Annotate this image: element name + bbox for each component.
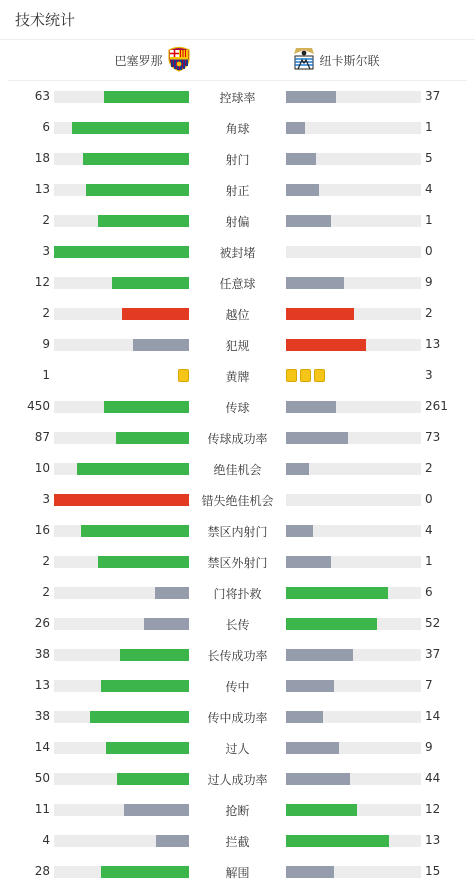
home-bar: [54, 680, 189, 692]
teams-header: [8, 40, 467, 81]
home-bar: [54, 91, 189, 103]
away-bar: [286, 835, 421, 847]
home-bar: [54, 525, 189, 537]
away-bar: [286, 711, 421, 723]
away-bar-fill: [286, 680, 334, 692]
away-value: 9: [425, 740, 433, 754]
away-bar: [286, 122, 421, 134]
home-bar: [54, 432, 189, 444]
stat-label: 传球: [225, 401, 250, 415]
stat-label: 控球率: [219, 91, 256, 105]
away-bar: [286, 184, 421, 196]
away-value: 0: [425, 244, 433, 258]
home-bar-fill: [117, 773, 189, 785]
away-bar-fill: [286, 463, 309, 475]
home-value: 38: [34, 709, 50, 723]
away-bar-fill: [286, 742, 339, 754]
away-bar: [286, 153, 421, 165]
away-value: 2: [425, 306, 433, 320]
barcelona-crest-icon: [167, 46, 191, 75]
home-bar-fill: [77, 463, 189, 475]
yellow-card-icon: [300, 369, 311, 382]
home-bar: [54, 587, 189, 599]
home-value: 13: [34, 182, 50, 196]
home-bar: [54, 711, 189, 723]
home-value: 2: [42, 306, 50, 320]
stat-label: 被封堵: [219, 246, 256, 260]
home-value: 6: [42, 120, 50, 134]
away-bar-fill: [286, 215, 331, 227]
stat-label: 角球: [225, 122, 250, 136]
away-bar: [286, 804, 421, 816]
stat-label: 传球成功率: [207, 432, 268, 446]
home-value: 3: [42, 492, 50, 506]
away-bar: [286, 277, 421, 289]
home-value: 2: [42, 213, 50, 227]
away-bar: [286, 773, 421, 785]
stat-label: 错失绝佳机会: [201, 494, 274, 508]
away-value: 37: [425, 647, 441, 661]
home-bar-fill: [90, 711, 189, 723]
stat-row: [0, 422, 475, 453]
away-value: 9: [425, 275, 433, 289]
away-value: 12: [425, 802, 441, 816]
home-value: 9: [42, 337, 50, 351]
stat-row: [0, 112, 475, 143]
home-bar-fill: [101, 866, 189, 878]
away-bar: [286, 742, 421, 754]
stats-list: [0, 81, 475, 887]
away-bar-fill: [286, 525, 313, 537]
stat-row: [0, 81, 475, 112]
away-value: 4: [425, 523, 433, 537]
home-bar-fill: [72, 122, 189, 134]
stat-label: 长传: [225, 618, 250, 632]
away-bar-fill: [286, 122, 305, 134]
stat-label: 射门: [225, 153, 250, 167]
home-bar: [54, 246, 189, 258]
home-value: 26: [34, 616, 50, 630]
away-bar: [286, 680, 421, 692]
away-bar-fill: [286, 773, 350, 785]
away-bar: [286, 556, 421, 568]
home-bar: [54, 742, 189, 754]
home-value: 3: [42, 244, 50, 258]
away-bar-fill: [286, 184, 319, 196]
away-bar: [286, 525, 421, 537]
away-yellow-cards: [286, 369, 325, 382]
stat-row: [0, 701, 475, 732]
away-value: 15: [425, 864, 441, 878]
away-value: 14: [425, 709, 441, 723]
home-bar-fill: [104, 401, 189, 413]
home-bar: [54, 494, 189, 506]
home-bar-fill: [86, 184, 189, 196]
away-value: 0: [425, 492, 433, 506]
stat-row: [0, 236, 475, 267]
home-bar-fill: [104, 91, 189, 103]
home-bar: [54, 618, 189, 630]
away-bar-fill: [286, 618, 377, 630]
stat-label: 禁区内射门: [207, 525, 268, 539]
away-bar-fill: [286, 835, 389, 847]
home-bar-fill: [101, 680, 189, 692]
home-bar: [54, 215, 189, 227]
stat-row: [0, 794, 475, 825]
home-value: 50: [34, 771, 50, 785]
away-bar-fill: [286, 91, 336, 103]
away-bar: [286, 308, 421, 320]
yellow-card-icon: [314, 369, 325, 382]
page-title: 技术统计: [15, 11, 76, 29]
away-bar-fill: [286, 339, 366, 351]
stat-label: 传中: [225, 680, 250, 694]
home-value: 1: [42, 368, 50, 382]
away-bar: [286, 587, 421, 599]
away-value: 1: [425, 554, 433, 568]
away-value: 44: [425, 771, 441, 785]
stat-label: 过人成功率: [207, 773, 268, 787]
away-bar: [286, 494, 421, 506]
stat-label: 犯规: [225, 339, 250, 353]
newcastle-crest-icon: [292, 46, 316, 75]
away-bar-fill: [286, 432, 348, 444]
away-value: 1: [425, 120, 433, 134]
away-bar-fill: [286, 866, 334, 878]
away-value: 2: [425, 461, 433, 475]
stat-label: 解围: [225, 866, 250, 880]
stat-row: [0, 391, 475, 422]
home-bar-fill: [120, 649, 189, 661]
stat-row: [0, 205, 475, 236]
stat-label: 门将扑救: [213, 587, 262, 601]
stat-row: [0, 763, 475, 794]
away-value: 3: [425, 368, 433, 382]
home-value: 13: [34, 678, 50, 692]
stat-row: [0, 484, 475, 515]
home-bar-fill: [155, 587, 189, 599]
section-header: [0, 0, 475, 40]
stat-label: 长传成功率: [207, 649, 268, 663]
away-bar-fill: [286, 804, 357, 816]
stat-row: [0, 515, 475, 546]
stat-row: [0, 453, 475, 484]
home-bar: [54, 184, 189, 196]
home-bar-fill: [144, 618, 189, 630]
stat-row: [0, 298, 475, 329]
home-bar: [54, 339, 189, 351]
stat-label: 绝佳机会: [213, 463, 262, 477]
home-bar-fill: [124, 804, 189, 816]
away-bar-fill: [286, 277, 344, 289]
away-team[interactable]: [292, 46, 380, 75]
home-team[interactable]: [114, 46, 190, 75]
away-bar: [286, 649, 421, 661]
home-value: 63: [34, 89, 50, 103]
home-value: 4: [42, 833, 50, 847]
stat-row: [0, 174, 475, 205]
away-value: 7: [425, 678, 433, 692]
home-bar-fill: [133, 339, 189, 351]
away-bar: [286, 246, 421, 258]
away-bar-fill: [286, 401, 336, 413]
away-value: 52: [425, 616, 441, 630]
away-bar: [286, 432, 421, 444]
stat-row: [0, 825, 475, 856]
home-bar-fill: [98, 215, 189, 227]
away-bar: [286, 463, 421, 475]
away-bar-fill: [286, 153, 316, 165]
home-bar: [54, 401, 189, 413]
away-bar-fill: [286, 711, 323, 723]
stat-row: [0, 856, 475, 887]
stat-row: [0, 360, 475, 391]
home-bar: [54, 835, 189, 847]
home-value: 12: [34, 275, 50, 289]
away-value: 13: [425, 833, 441, 847]
away-value: 5: [425, 151, 433, 165]
home-value: 14: [34, 740, 50, 754]
away-bar-fill: [286, 556, 331, 568]
stat-label: 射正: [225, 184, 250, 198]
stat-label: 越位: [225, 308, 250, 322]
stat-label: 射偏: [225, 215, 250, 229]
away-bar: [286, 215, 421, 227]
home-value: 2: [42, 585, 50, 599]
stat-label: 任意球: [219, 277, 256, 291]
home-bar: [54, 649, 189, 661]
away-value: 4: [425, 182, 433, 196]
home-bar-fill: [156, 835, 189, 847]
home-bar-fill: [116, 432, 189, 444]
stat-row: [0, 329, 475, 360]
away-value: 261: [425, 399, 448, 413]
stat-label: 禁区外射门: [207, 556, 268, 570]
home-bar: [54, 122, 189, 134]
home-bar-fill: [54, 494, 189, 506]
home-value: 10: [34, 461, 50, 475]
home-value: 11: [34, 802, 50, 816]
home-bar: [54, 556, 189, 568]
away-value: 73: [425, 430, 441, 444]
home-bar-fill: [112, 277, 189, 289]
stat-row: [0, 267, 475, 298]
home-team-name: 巴塞罗那: [114, 53, 163, 68]
away-bar-fill: [286, 587, 388, 599]
home-bar: [54, 277, 189, 289]
stat-row: [0, 546, 475, 577]
home-value: 18: [34, 151, 50, 165]
stat-label: 抢断: [225, 804, 250, 818]
home-bar: [54, 308, 189, 320]
stat-label: 黄牌: [225, 370, 250, 384]
home-bar-fill: [54, 246, 189, 258]
stat-row: [0, 577, 475, 608]
home-value: 2: [42, 554, 50, 568]
yellow-card-icon: [286, 369, 297, 382]
stat-label: 过人: [225, 742, 250, 756]
home-value: 87: [34, 430, 50, 444]
stat-row: [0, 608, 475, 639]
home-bar-fill: [106, 742, 189, 754]
away-bar: [286, 618, 421, 630]
stat-row: [0, 143, 475, 174]
away-bar: [286, 339, 421, 351]
home-bar-fill: [83, 153, 189, 165]
away-bar-fill: [286, 308, 354, 320]
stat-label: 拦截: [225, 835, 250, 849]
home-bar-fill: [81, 525, 189, 537]
home-value: 38: [34, 647, 50, 661]
away-value: 37: [425, 89, 441, 103]
home-value: 16: [34, 523, 50, 537]
stat-row: [0, 639, 475, 670]
home-bar: [54, 463, 189, 475]
stat-label: 传中成功率: [207, 711, 268, 725]
stat-row: [0, 732, 475, 763]
away-bar: [286, 91, 421, 103]
away-bar: [286, 401, 421, 413]
home-bar: [54, 153, 189, 165]
home-bar-fill: [98, 556, 189, 568]
away-value: 1: [425, 213, 433, 227]
away-bar: [286, 866, 421, 878]
home-bar: [54, 866, 189, 878]
away-value: 13: [425, 337, 441, 351]
home-yellow-cards: [178, 369, 189, 382]
home-bar-fill: [122, 308, 190, 320]
yellow-card-icon: [178, 369, 189, 382]
away-team-name: 纽卡斯尔联: [319, 53, 380, 68]
home-value: 28: [34, 864, 50, 878]
home-bar: [54, 773, 189, 785]
stat-row: [0, 670, 475, 701]
home-bar: [54, 804, 189, 816]
away-bar-fill: [286, 649, 353, 661]
away-value: 6: [425, 585, 433, 599]
home-value: 450: [27, 399, 50, 413]
